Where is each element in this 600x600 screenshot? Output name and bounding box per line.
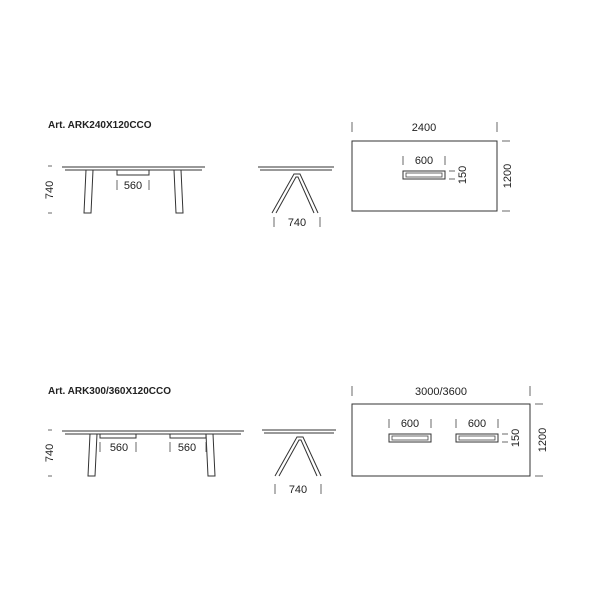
leg-right xyxy=(206,434,215,476)
cable-tray xyxy=(117,170,149,175)
side-view-2 xyxy=(262,430,336,496)
width-dimension: 1200 xyxy=(537,427,549,453)
cable-tray-1 xyxy=(100,434,136,438)
product-1 xyxy=(44,120,514,229)
depth-dimension: 740 xyxy=(287,217,307,229)
height-dimension: 740 xyxy=(44,180,56,200)
length-dimension: 2400 xyxy=(411,122,437,134)
cable-tray-dimension: 560 xyxy=(123,180,143,192)
top-view-2 xyxy=(352,386,549,476)
cable-tray-dimension-1: 560 xyxy=(109,442,129,454)
cable-flap xyxy=(403,171,445,179)
height-dimension: 740 xyxy=(44,443,56,463)
leg-right xyxy=(174,170,183,213)
length-dimension: 3000/3600 xyxy=(415,386,467,398)
cable-tray-dimension-2: 560 xyxy=(177,442,197,454)
flap-width-dimension: 600 xyxy=(414,155,434,167)
front-view-1 xyxy=(44,166,205,213)
article-title-2: Art. ARK300/360X120CCO xyxy=(48,386,172,397)
side-view-1 xyxy=(258,167,334,229)
product-2 xyxy=(44,386,549,496)
cable-flap-2 xyxy=(456,434,498,442)
article-title-1: Art. ARK240X120CCO xyxy=(48,120,152,131)
top-view-1 xyxy=(352,122,514,211)
cable-flap-1 xyxy=(389,434,431,442)
flap-depth-dimension: 150 xyxy=(510,428,522,448)
cable-tray-2 xyxy=(170,434,206,438)
flap-depth-dimension: 150 xyxy=(457,165,469,185)
depth-dimension: 740 xyxy=(288,484,308,496)
leg-left xyxy=(88,434,97,476)
flap-width-dimension-2: 600 xyxy=(467,418,487,430)
tabletop-outline xyxy=(352,404,530,476)
front-view-2 xyxy=(44,430,244,476)
width-dimension: 1200 xyxy=(502,163,514,189)
leg-left xyxy=(84,170,93,213)
flap-width-dimension-1: 600 xyxy=(400,418,420,430)
